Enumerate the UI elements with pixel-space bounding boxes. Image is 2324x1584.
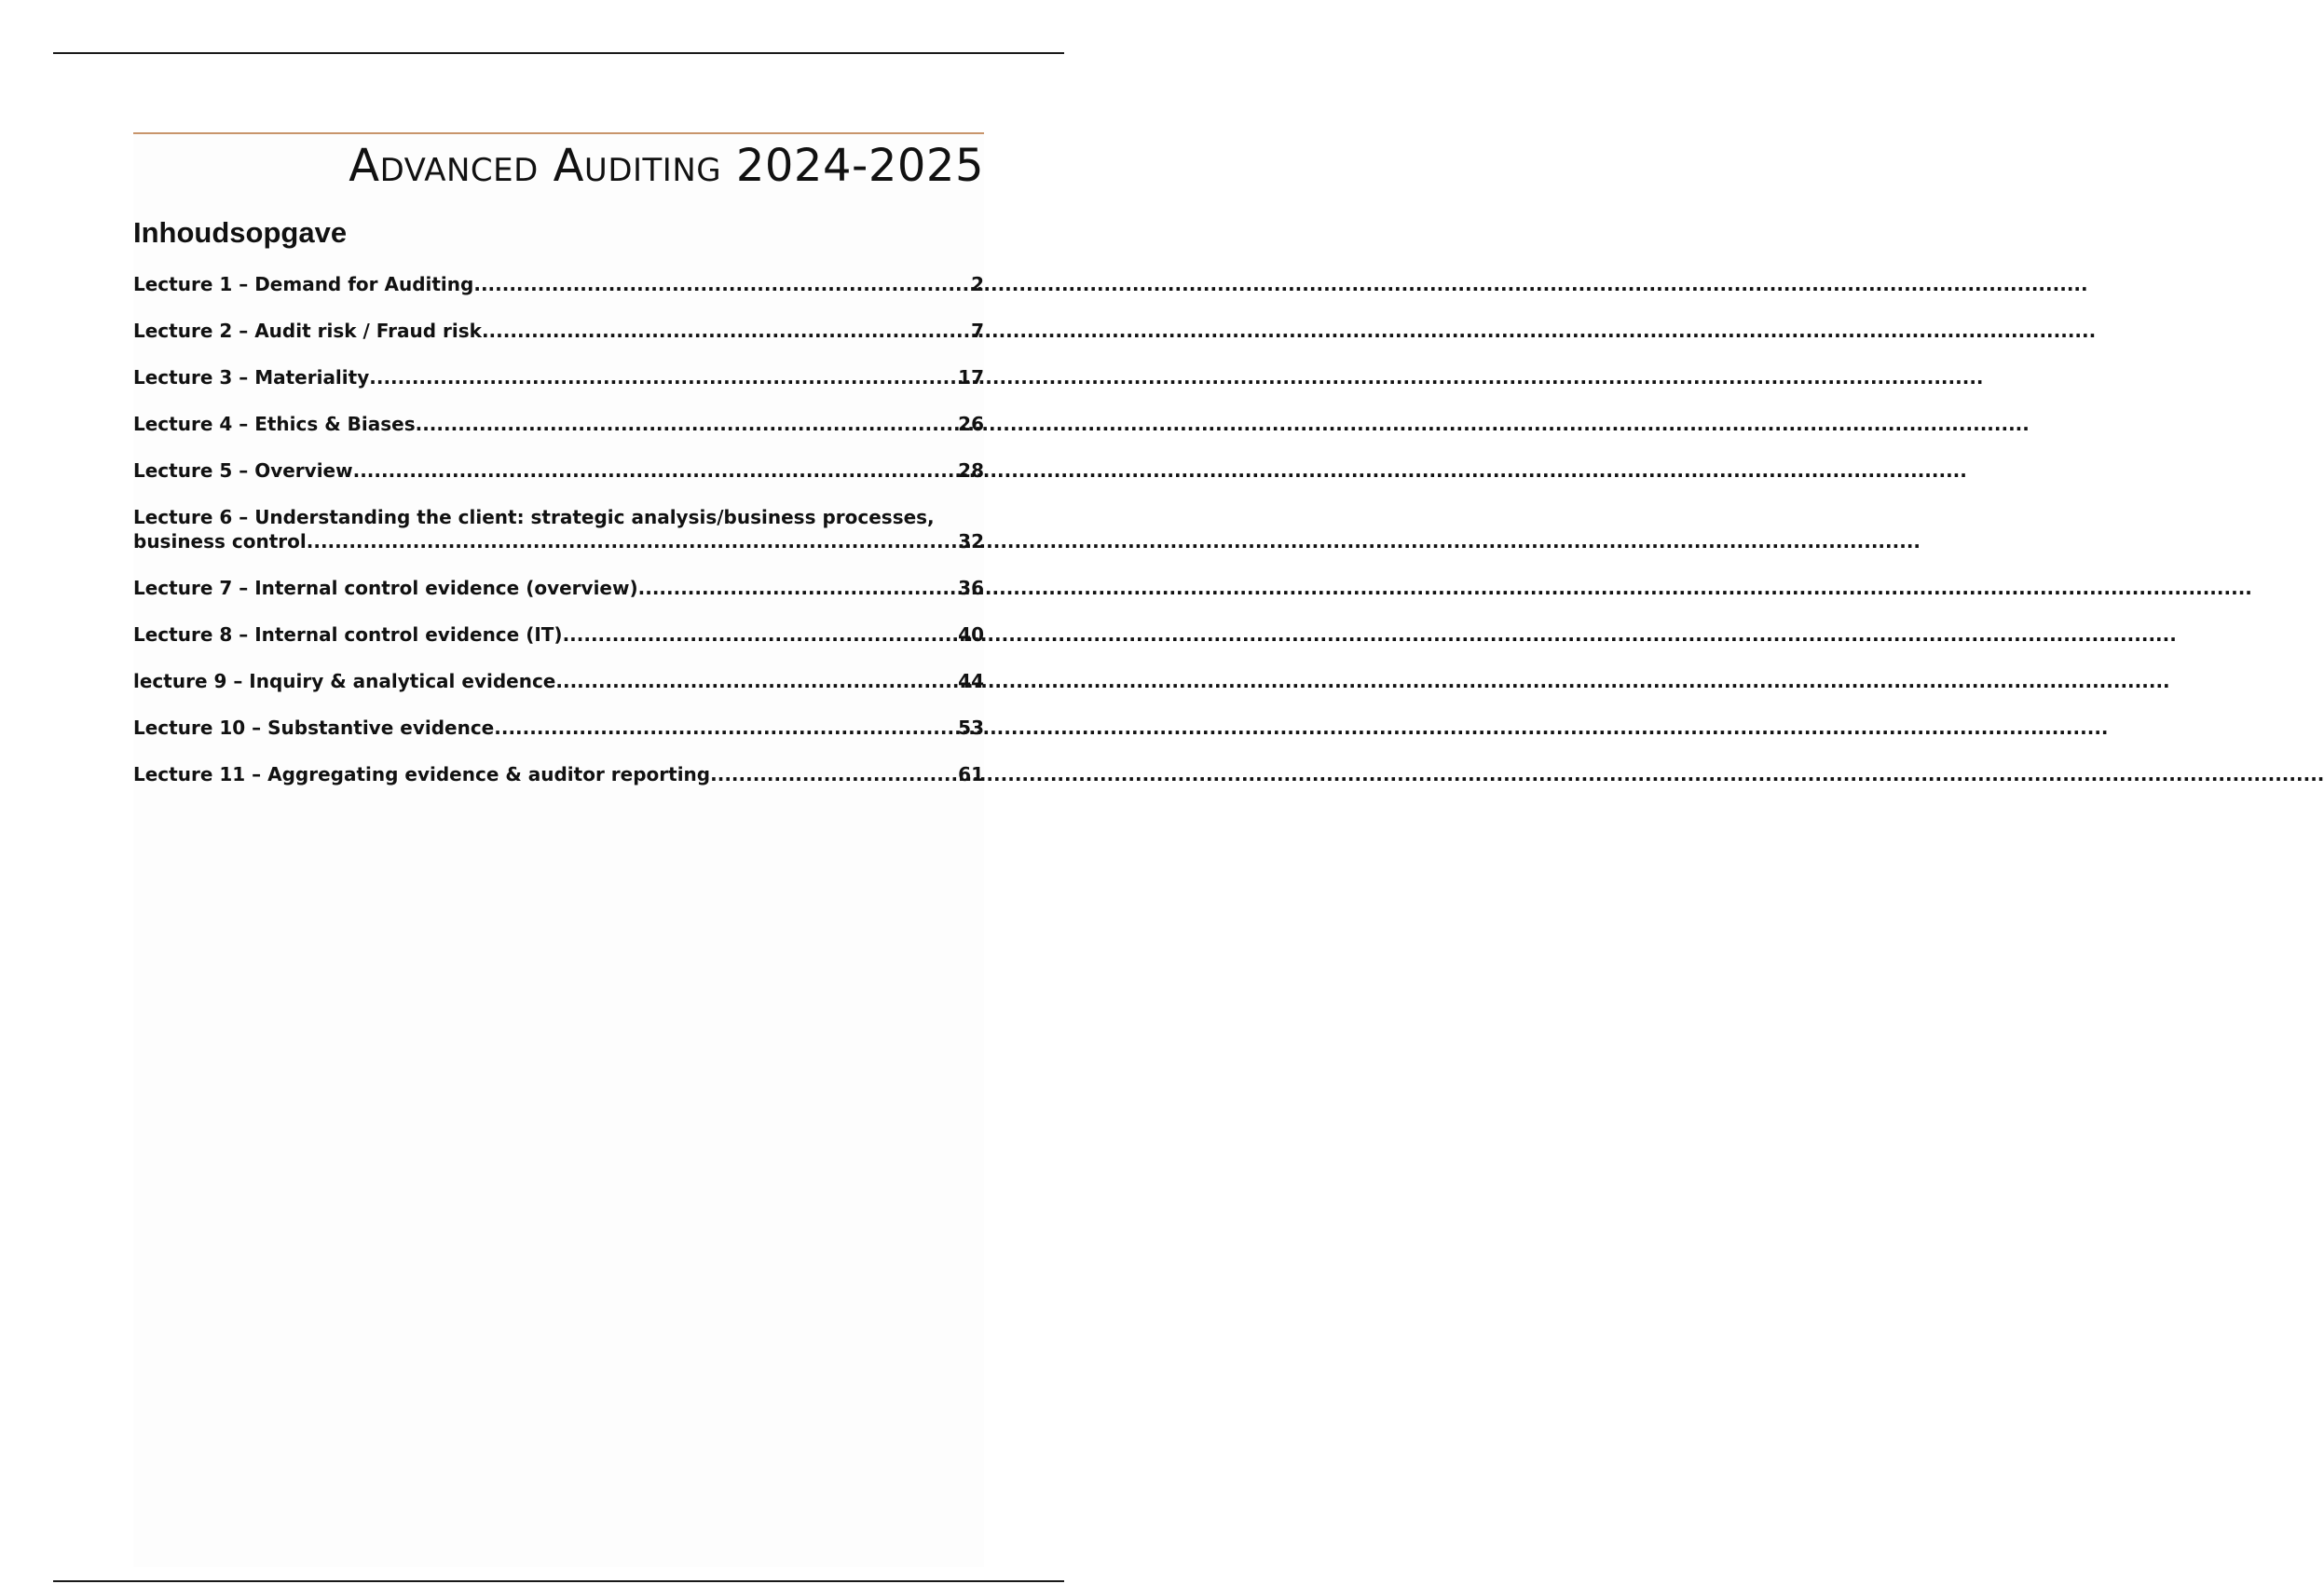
toc-leader-dots [555, 669, 958, 693]
toc-page-number: 7 [971, 320, 984, 342]
toc-leader-dots [638, 576, 959, 600]
toc-page-number: 40 [958, 623, 984, 646]
top-divider [53, 52, 1064, 54]
toc-leader-dots [494, 716, 958, 740]
toc-entry-lecture-9[interactable] [133, 669, 984, 693]
document-title: Advanced Auditing 2024-2025 [349, 140, 984, 192]
toc-entry-text: Lecture 8 – Internal control evidence (IT) [133, 623, 563, 646]
toc-entry-lecture-11[interactable] [133, 762, 984, 786]
toc-leader-dots [563, 622, 959, 647]
table-of-contents [133, 272, 984, 786]
toc-entry-lecture-6[interactable] [133, 505, 984, 553]
bottom-divider [53, 1580, 1064, 1582]
toc-entry-wrap [133, 505, 984, 553]
toc-entry-text: lecture 9 – Inquiry & analytical evidence [133, 670, 556, 692]
toc-leader-dots [307, 529, 958, 553]
toc-page-number: 2 [971, 273, 984, 295]
toc-entry-lecture-2[interactable] [133, 319, 984, 343]
toc-entry-lecture-1[interactable] [133, 272, 984, 296]
toc-entry-text: Lecture 10 – Substantive evidence [133, 717, 495, 739]
toc-page-number: 32 [958, 530, 984, 553]
document-page [133, 132, 984, 1567]
toc-page-number: 61 [958, 763, 984, 785]
toc-page-number: 26 [958, 413, 984, 435]
title-rule [133, 132, 984, 134]
toc-page-number: 28 [958, 459, 984, 482]
toc-entry-text: Lecture 1 – Demand for Auditing [133, 273, 474, 295]
toc-page-number: 36 [958, 577, 984, 599]
toc-entry-lecture-3[interactable] [133, 365, 984, 389]
toc-entry-text: Lecture 7 – Internal control evidence (overview) [133, 577, 638, 599]
toc-entry-text: Lecture 3 – Materiality [133, 366, 370, 389]
toc-page-number: 17 [958, 366, 984, 389]
toc-entry-lecture-5[interactable] [133, 458, 984, 483]
toc-entry-text-line2: business control [133, 530, 307, 553]
toc-entry-text: Lecture 11 – Aggregating evidence & auditor reporting [133, 763, 711, 785]
toc-entry-text-line1: Lecture 6 – Understanding the client: strategic analysis/business processes, [133, 506, 935, 528]
toc-leader-dots [473, 272, 971, 296]
toc-entry-line2 [133, 529, 984, 553]
toc-entry-lecture-10[interactable] [133, 716, 984, 740]
toc-page-number: 44 [958, 670, 984, 692]
toc-leader-dots [353, 458, 959, 483]
toc-leader-dots [710, 762, 958, 786]
toc-entry-text: Lecture 2 – Audit risk / Fraud risk [133, 320, 482, 342]
toc-entry-text: Lecture 4 – Ethics & Biases [133, 413, 416, 435]
toc-page-number: 53 [958, 717, 984, 739]
toc-leader-dots [369, 365, 958, 389]
toc-entry-lecture-8[interactable] [133, 622, 984, 647]
toc-entry-lecture-4[interactable] [133, 412, 984, 436]
toc-entry-text: Lecture 5 – Overview [133, 459, 353, 482]
toc-entry-lecture-7[interactable] [133, 576, 984, 600]
toc-leader-dots [482, 319, 971, 343]
toc-leader-dots [416, 412, 959, 436]
toc-heading: Inhoudsopgave [133, 216, 348, 249]
